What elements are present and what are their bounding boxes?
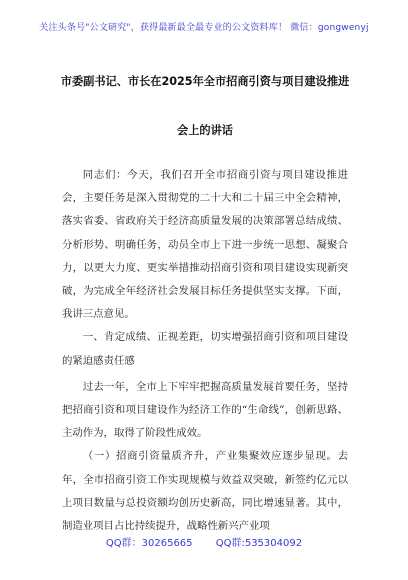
document-body — [62, 164, 348, 538]
section-heading-1: 一、肯定成绩、正视差距，切实增强招商引资和项目建设的紧迫感责任感 — [62, 331, 348, 367]
document-title-line2: 会上的讲话 — [177, 124, 233, 137]
header-banner: 关注头条号"公文研究"，获得最新最全最专业的公文资料库！ 微信：gongwenyj — [39, 23, 369, 33]
qq-group-2: QQ群:535304092 — [215, 538, 303, 549]
document-title-line1: 市委副书记、市长在2025年全市招商引资与项目建设推进 — [60, 75, 350, 88]
footer-contact — [0, 534, 408, 549]
paragraph-opening: 同志们：今天，我们召开全市招商引资与项目建设推进会，主要任务是深入贯彻党的二十大和二十届三中全会精神，落实省委、省政府关于经济高质量发展的决策部署总结成绩、分析形势、明确任务，动员全市上下进一步统一思想、凝聚合力，以更大力度、更实举措推动招商引资和项目建设实现新突破，为完成全年经济社会发展目标任务提供坚实支撑。下面，我讲三点意见。 — [62, 169, 348, 321]
paragraph-review: 过去一年，全市上下牢牢把握高质量发展首要任务，坚持把招商引资和项目建设作为经济工作的“生命线”，创新思路、主动作为，取得了阶段性成效。 — [62, 380, 348, 440]
qq-group-1: QQ群：30265665 — [105, 538, 193, 549]
paragraph-subsection-1: （一）招商引资量质齐升，产业集聚效应逐步显现。去年，全市招商引资工作实现规模与效益双突破，新签约亿元以上项目数量与总投资额均创历史新高，同比增速显著。其中，制造业项目占比持续提升，战略性新兴产业项 — [62, 450, 348, 533]
